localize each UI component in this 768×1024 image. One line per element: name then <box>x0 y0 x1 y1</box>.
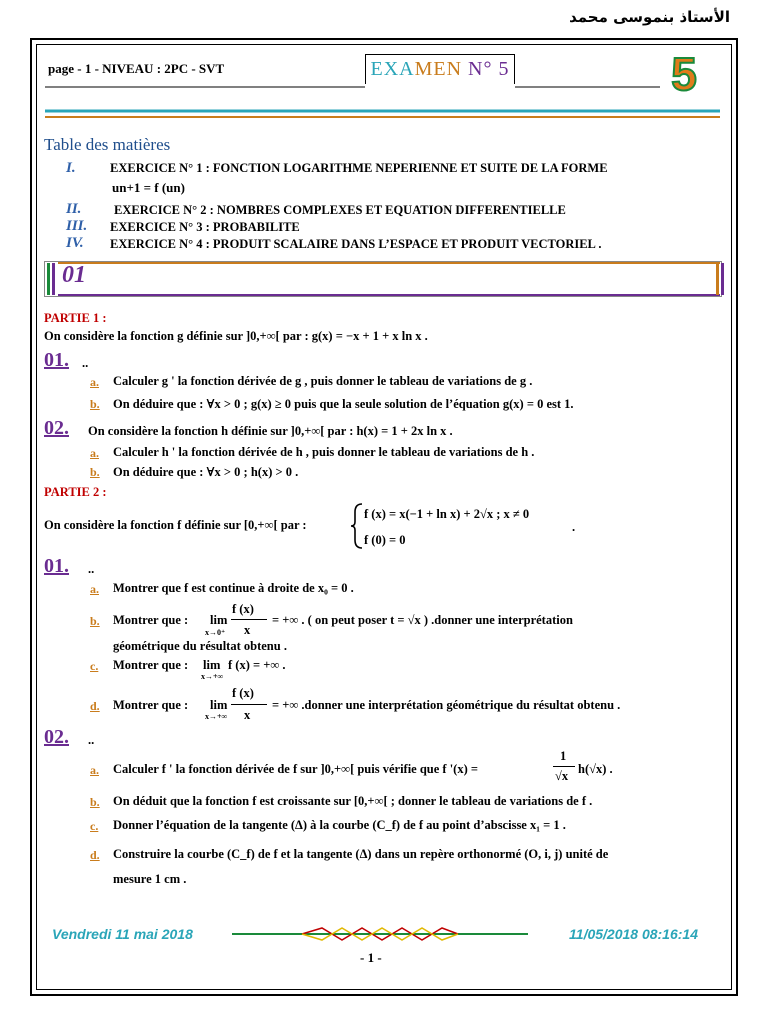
section-banner-decor <box>44 261 728 301</box>
toc-title: Table des matières <box>44 135 171 154</box>
p2-q1-a-text: Montrer que f est continue à droite de x₀ = 0 . <box>113 581 354 595</box>
header-lines <box>40 84 730 124</box>
p2-q1-b-frac-den: x <box>244 623 251 637</box>
p2-q1-b-lim-sub: x→0⁺ <box>205 628 226 637</box>
p2-q1-c-letter: c. <box>90 659 99 673</box>
p2-q1-b-lim: lim <box>210 613 228 627</box>
p2-q1-b-post: = +∞ . ( on peut poser t = √x ) .donner une interprétation <box>272 613 573 627</box>
p2-q1-c-lim-sub: x→+∞ <box>201 672 224 681</box>
system-end: . <box>572 520 576 534</box>
partie-1-label: PARTIE 1 : <box>44 311 107 325</box>
partie-2-label: PARTIE 2 : <box>44 485 107 499</box>
p2-q1-a-letter: a. <box>90 582 99 596</box>
p2-q1-b-frac-num: f (x) <box>232 602 254 616</box>
toc-num-3: III. <box>66 218 88 234</box>
toc-item-1[interactable]: EXERCICE N° 1 : FONCTION LOGARITHME NEPERIENNE ET SUITE DE LA FORME <box>110 161 608 175</box>
system-brace <box>350 502 364 550</box>
p2-q2-d-letter: d. <box>90 848 100 862</box>
p2-q1-number: 01. <box>44 555 69 577</box>
p1-q1-a-letter: a. <box>90 375 99 389</box>
p2-q1-c-post: f (x) = +∞ . <box>228 658 286 672</box>
p2-q2-a-pre: Calculer f ' la fonction dérivée de f sur ]0,+∞[ puis vérifie que f '(x) = <box>113 762 479 776</box>
p2-q2-a-frac-den: √x <box>555 769 569 783</box>
p1-q2-text: On considère la fonction h définie sur ]0,+∞[ par : h(x) = 1 + 2x ln x . <box>88 424 453 438</box>
toc-item-1-formula: un+1 = f (un) <box>112 180 185 195</box>
exam-title: EXAMEN N° 5 <box>370 58 510 80</box>
p2-q1-c-lim: lim <box>203 658 221 672</box>
system-line-1: f (x) = x(−1 + ln x) + 2√x ; x ≠ 0 <box>364 507 530 521</box>
p1-q2-b-letter: b. <box>90 465 100 479</box>
p2-q2-c-letter: c. <box>90 819 99 833</box>
p2-q1-d-letter: d. <box>90 699 100 713</box>
p2-q2-a-post: h(√x) . <box>578 762 613 776</box>
p2-q1-d-lim: lim <box>210 698 228 712</box>
p2-q2-b-letter: b. <box>90 795 100 809</box>
p2-q2-a-frac-num: 1 <box>560 749 567 763</box>
toc-num-4: IV. <box>66 235 84 251</box>
p2-q2-suffix: .. <box>88 733 95 747</box>
p2-q1-b-frac-bar <box>231 619 267 620</box>
p2-q2-a-letter: a. <box>90 763 99 777</box>
p2-q1-b-letter: b. <box>90 614 100 628</box>
p1-q2-number: 02. <box>44 417 69 439</box>
p2-q2-d-text: Construire la courbe (C_f) de f et la tangente (Δ) dans un repère orthonormé (O, i, j) unité de <box>113 847 609 861</box>
page-number: - 1 - <box>360 950 382 965</box>
page-info: page - 1 - NIVEAU : 2PC - SVT <box>48 61 225 76</box>
p2-q2-b-text: On déduit que la fonction f est croissante sur [0,+∞[ ; donner le tableau de variations de f . <box>113 794 593 808</box>
p1-q1-a-text: Calculer g ' la fonction dérivée de g , puis donner le tableau de variations de g . <box>113 374 533 388</box>
p2-q2-a-frac-bar <box>553 766 575 767</box>
p2-q1-c-pre: Montrer que : <box>113 658 189 672</box>
p1-q1-b-text: On déduire que : ∀x > 0 ; g(x) ≥ 0 puis que la seule solution de l’équation g(x) = 0 est 1. <box>113 397 574 411</box>
p2-q1-d-frac-den: x <box>244 708 251 722</box>
p2-q2-c-text: Donner l’équation de la tangente (Δ) à la courbe (C_f) de f au point d’abscisse x₁ = 1 . <box>113 818 566 832</box>
svg-text:5: 5 <box>671 50 697 96</box>
footer-ornament <box>232 926 528 942</box>
p2-q1-d-post: = +∞ .donner une interprétation géométrique du résultat obtenu . <box>272 698 621 712</box>
section-number: 01 <box>62 262 86 288</box>
p1-q1-number: 01. <box>44 349 69 371</box>
author-name: الأستاذ بنموسى محمد <box>569 8 730 26</box>
exam-title-box <box>365 54 515 84</box>
toc-item-4[interactable]: EXERCICE N° 4 : PRODUIT SCALAIRE DANS L’ESPACE ET PRODUIT VECTORIEL . <box>110 237 602 251</box>
p2-q1-d-frac-bar <box>231 704 267 705</box>
p2-q1-b-line2: géométrique du résultat obtenu . <box>113 639 287 653</box>
p2-q1-d-lim-sub: x→+∞ <box>205 712 228 721</box>
p1-q2-a-letter: a. <box>90 446 99 460</box>
p2-q1-b-pre: Montrer que : <box>113 613 189 627</box>
partie-2-intro: On considère la fonction f définie sur [0,+∞[ par : <box>44 518 307 532</box>
toc-item-2[interactable]: EXERCICE N° 2 : NOMBRES COMPLEXES ET EQUATION DIFFERENTIELLE <box>114 203 566 217</box>
p1-q1-suffix: .. <box>82 356 89 370</box>
p2-q2-number: 02. <box>44 726 69 748</box>
toc-num-2: II. <box>66 201 82 217</box>
toc-item-3[interactable]: EXERCICE N° 3 : PROBABILITE <box>110 220 300 234</box>
p1-q2-a-text: Calculer h ' la fonction dérivée de h , puis donner le tableau de variations de h . <box>113 445 535 459</box>
system-line-2: f (0) = 0 <box>364 533 406 547</box>
p2-q1-suffix: .. <box>88 562 95 576</box>
p1-q2-b-text: On déduire que : ∀x > 0 ; h(x) > 0 . <box>113 465 299 479</box>
footer-date-left: Vendredi 11 mai 2018 <box>52 926 193 942</box>
p2-q1-d-frac-num: f (x) <box>232 686 254 700</box>
p2-q1-d-pre: Montrer que : <box>113 698 189 712</box>
footer-date-right: 11/05/2018 08:16:14 <box>569 926 698 942</box>
partie-1-intro: On considère la fonction g définie sur ]0,+∞[ par : g(x) = −x + 1 + x ln x . <box>44 329 428 343</box>
toc-num-1: I. <box>66 160 76 176</box>
p2-q2-d-line2: mesure 1 cm . <box>113 872 187 886</box>
p1-q1-b-letter: b. <box>90 397 100 411</box>
